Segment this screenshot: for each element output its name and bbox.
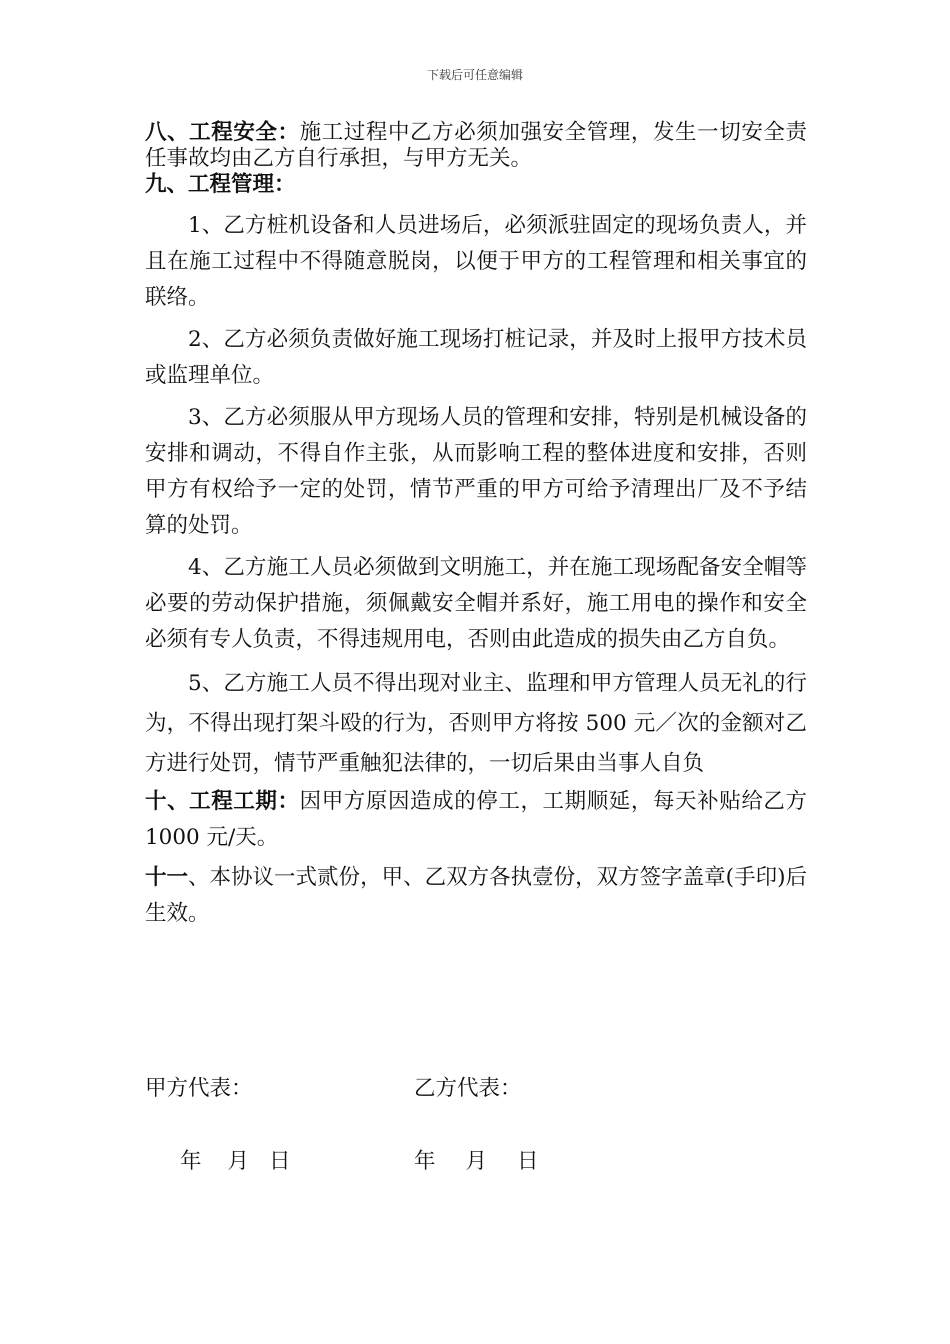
section-8-body: 施工过程中乙方必须加强安全管理，发生一切安全责任事故均由乙方自行承担，与甲方无关。 (145, 120, 807, 171)
section-10-title: 十、工程工期： (145, 789, 300, 814)
section-10-body: 因甲方原因造成的停工，工期顺延，每天补贴给乙方 1000 元/天。 (145, 789, 807, 850)
clause-2: 2、乙方必须负责做好施工现场打桩记录，并及时上报甲方技术员或监理单位。 (145, 327, 807, 388)
party-a-date (180, 1144, 291, 1175)
month-label: 月 (227, 1149, 250, 1174)
party-a-signature-label: 甲方代表： (145, 1076, 253, 1101)
year-label: 年 (180, 1149, 202, 1174)
contract-body (145, 120, 807, 932)
month-label: 月 (465, 1149, 488, 1174)
day-label: 日 (269, 1149, 291, 1174)
party-b-signature-label: 乙方代表： (414, 1076, 522, 1101)
page-header: 下载后可任意编辑 (426, 68, 523, 82)
day-label: 日 (517, 1149, 539, 1174)
year-label: 年 (414, 1149, 436, 1174)
party-b-date (414, 1144, 539, 1175)
clause-4: 4、乙方施工人员必须做到文明施工，并在施工现场配备安全帽等必要的劳动保护措施，须佩戴安全帽并系好，施工用电的操作和安全必须有专人负责，不得违规用电，否则由此造成的损失由乙方自负。 (145, 555, 807, 652)
section-11-title: 十一 (145, 865, 189, 890)
clause-5: 5、乙方施工人员不得出现对业主、监理和甲方管理人员无礼的行为，不得出现打架斗殴的行为，否则甲方将按 500 元／次的金额对乙方进行处罚，情节严重触犯法律的，一切后果由当事人自负 (145, 671, 807, 776)
section-11-body: 、本协议一式贰份，甲、乙双方各执壹份，双方签字盖章(手印)后生效。 (145, 865, 807, 926)
section-9-title: 九、工程管理： (145, 172, 296, 197)
section-11 (145, 860, 807, 932)
section-8-title: 八、工程安全： (145, 120, 300, 145)
section-8 (145, 120, 807, 172)
clause-3: 3、乙方必须服从甲方现场人员的管理和安排，特别是机械设备的安排和调动，不得自作主张，从而影响工程的整体进度和安排，否则甲方有权给予一定的处罚，情节严重的甲方可给予清理出厂及不予结算的处罚。 (145, 405, 807, 538)
section-10 (145, 784, 807, 856)
clause-1: 1、乙方桩机设备和人员进场后，必须派驻固定的现场负责人，并且在施工过程中不得随意脱岗，以便于甲方的工程管理和相关事宜的联络。 (145, 213, 807, 310)
